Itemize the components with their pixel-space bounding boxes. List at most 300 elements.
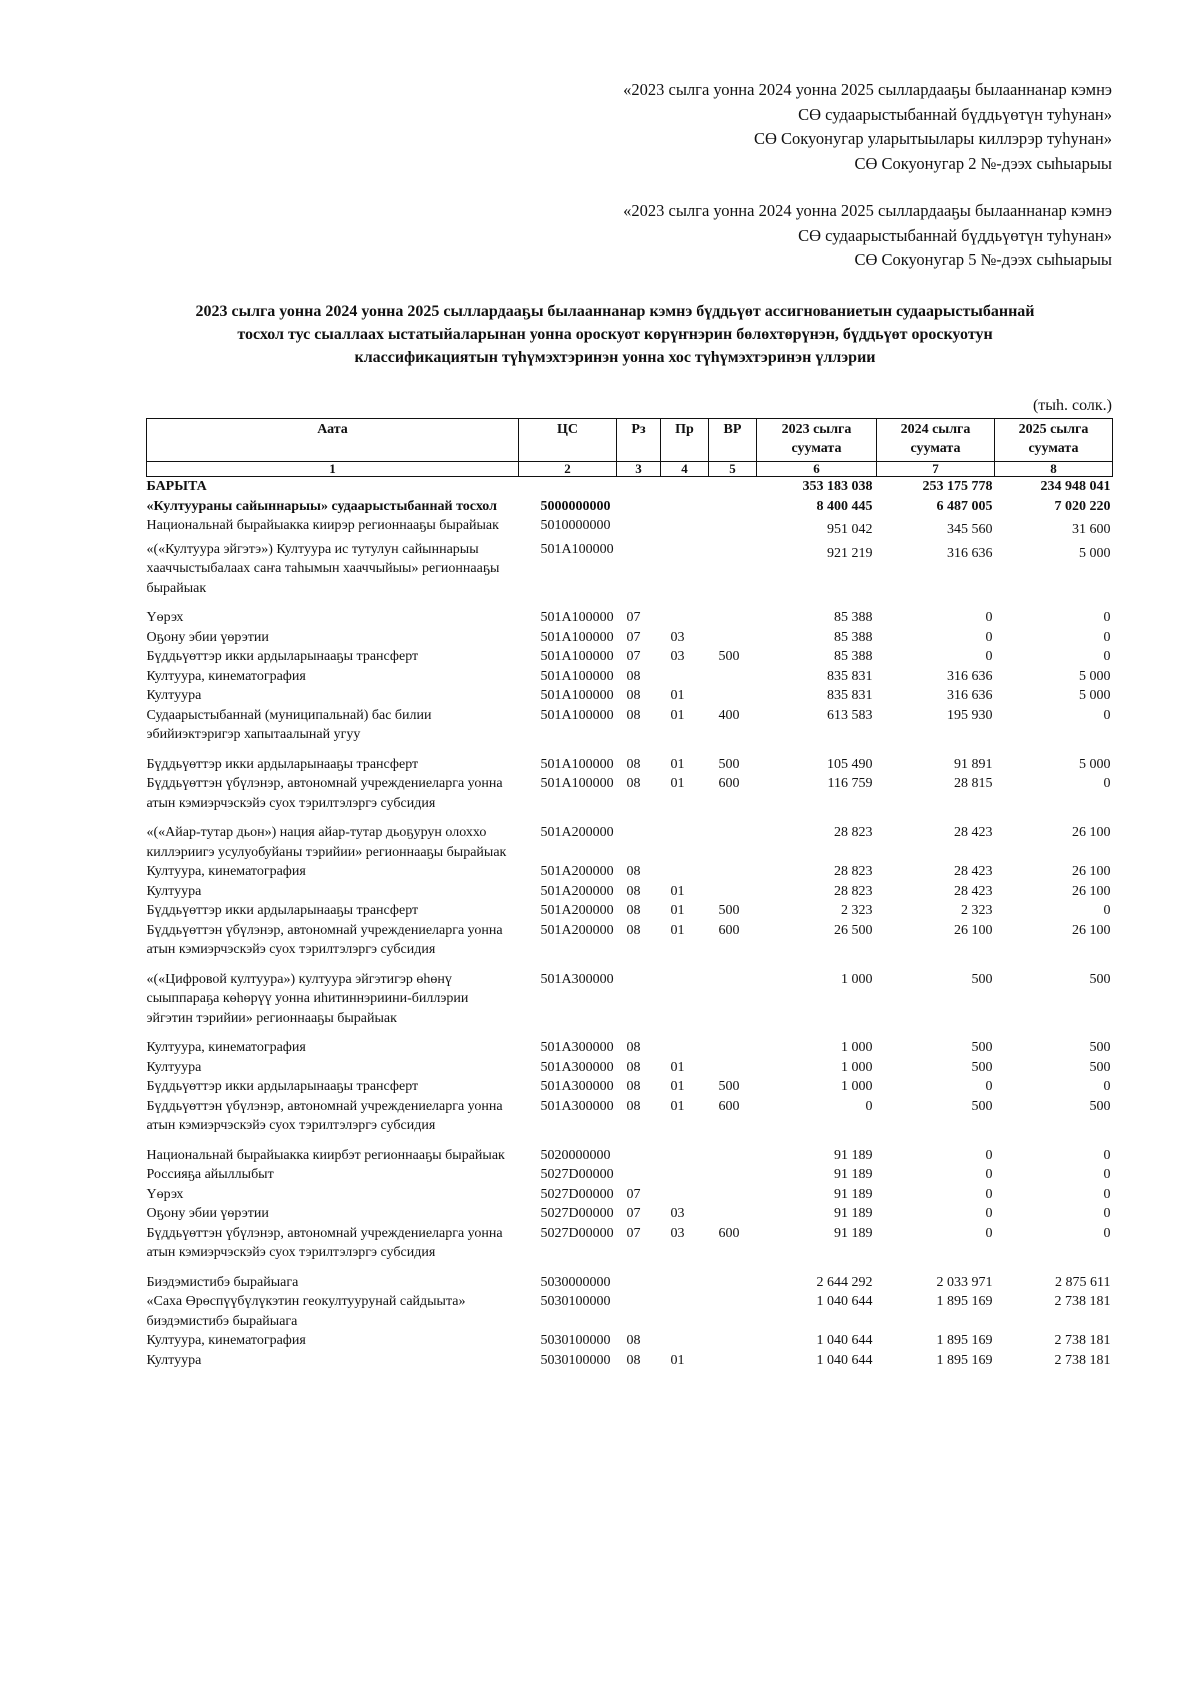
row-vr-code xyxy=(709,862,757,882)
row-amount-2024: 316 636 xyxy=(947,668,993,684)
row-amount-2023: 1 040 644 xyxy=(816,1333,873,1348)
row-rz-code: 07 xyxy=(626,1186,641,1202)
row-amount-2024: 0 xyxy=(985,649,993,664)
row-amount-2024: 500 xyxy=(971,971,993,987)
row-vr-code xyxy=(709,1292,757,1331)
row-amount-2023: 1 040 644 xyxy=(816,1352,873,1368)
row-pr-code xyxy=(661,540,709,609)
row-amount-2024: 0 xyxy=(985,610,993,625)
row-rz-code: 08 xyxy=(626,756,641,772)
row-rz-code: 08 xyxy=(626,903,641,918)
table-body xyxy=(147,477,1113,1371)
row-cs-code: 5027D00000 xyxy=(540,1225,614,1241)
row-pr-code: 03 xyxy=(670,629,685,645)
row-amount-2023: 26 500 xyxy=(834,922,873,938)
row-pr-code: 01 xyxy=(670,1352,685,1368)
row-amount-2023: 0 xyxy=(865,1098,873,1114)
row-amount-2024: 0 xyxy=(985,1206,993,1221)
title-line: тосхол тус сыаллаах ыстатыйаларынан уонна ороскуот көрүҥнэрин бөлөхтөрүнэн, бүддьүөт ороскуотун xyxy=(237,326,993,343)
row-amount-2023: 2 323 xyxy=(841,903,873,918)
row-amount-2025: 26 100 xyxy=(1072,864,1111,879)
row-cs-code: 501A100000 xyxy=(540,688,614,703)
row-cs-code: 501A100000 xyxy=(540,668,614,684)
table-header-row xyxy=(147,419,1113,462)
row-rz-code: 08 xyxy=(626,922,641,938)
row-vr-code xyxy=(709,608,757,628)
row-vr-code xyxy=(709,882,757,902)
row-name: «Саха Өрөспүүбүлүкэтин геокултуурунай сайдыыта» биэдэмистибэ бырайыага xyxy=(146,1294,466,1329)
row-amount-2023: 1 000 xyxy=(841,1079,873,1094)
row-amount-2025: 0 xyxy=(1103,903,1111,918)
row-pr-code xyxy=(661,1146,709,1166)
row-vr-code xyxy=(709,540,757,609)
row-rz-code: 08 xyxy=(626,668,641,684)
table-row xyxy=(147,1351,1113,1371)
row-vr-code: 600 xyxy=(718,1225,740,1241)
row-cs-code: 501A300000 xyxy=(540,1040,614,1055)
row-cs-code: 501A100000 xyxy=(540,610,614,625)
row-amount-2024: 500 xyxy=(971,1059,993,1075)
row-cs-code: 5030100000 xyxy=(540,1294,611,1309)
row-rz-code xyxy=(617,823,661,862)
row-amount-2025: 26 100 xyxy=(1072,922,1111,938)
row-amount-2024: 2 323 xyxy=(961,903,993,918)
row-pr-code xyxy=(661,1273,709,1293)
row-vr-code xyxy=(709,1165,757,1185)
row-rz-code xyxy=(617,497,661,517)
row-amount-2025: 0 xyxy=(1103,1167,1111,1182)
column-number: 4 xyxy=(661,462,709,477)
row-vr-code xyxy=(709,667,757,687)
header-2023: 2023 сылга суумата xyxy=(757,419,877,462)
row-rz-code xyxy=(617,1165,661,1185)
table-row xyxy=(147,862,1113,882)
row-name: «(«Цифровой култуура») култуура эйгэтигэр өһөнү сыыппараҕа көһөрүү уонна иһитиннэриини-биллэрии эйгэтин тэрийии» регионнааҕы бырайыак xyxy=(146,971,469,1026)
row-pr-code xyxy=(661,1165,709,1185)
row-pr-code xyxy=(661,1331,709,1351)
title-line: классификациятын түһүмэхтэринэн уонна хос түһүмэхтэринэн үллэрии xyxy=(354,349,876,366)
row-amount-2025: 0 xyxy=(1103,707,1111,723)
row-amount-2023: 1 040 644 xyxy=(816,1294,873,1309)
row-name: Бүддьүөттэн үбүлэнэр, автономнай учреждениеларга уонна атын кэмиэрчэскэйэ суох тэрилтэлэргэ субсидия xyxy=(146,1225,503,1260)
row-amount-2025: 0 xyxy=(1103,1079,1111,1094)
row-amount-2025: 2 738 181 xyxy=(1054,1294,1111,1309)
row-rz-code: 08 xyxy=(626,1040,641,1055)
row-vr-code xyxy=(709,1331,757,1351)
table-row xyxy=(147,667,1113,687)
table-row xyxy=(147,1224,1113,1273)
row-amount-2025: 5 000 xyxy=(1079,688,1111,703)
header-name: Аата xyxy=(147,419,519,462)
row-amount-2025: 2 738 181 xyxy=(1054,1352,1111,1368)
row-amount-2023: 8 400 445 xyxy=(816,498,873,514)
row-vr-code xyxy=(709,1058,757,1078)
table-row xyxy=(147,755,1113,775)
table-row xyxy=(147,823,1113,862)
row-vr-code xyxy=(709,1038,757,1058)
table-row xyxy=(147,970,1113,1039)
row-amount-2023: 28 823 xyxy=(834,825,873,840)
row-cs-code: 5027D00000 xyxy=(540,1167,614,1182)
row-amount-2024: 1 895 169 xyxy=(936,1294,993,1309)
table-row xyxy=(147,608,1113,628)
title-line: 2023 сылга уонна 2024 уонна 2025 сыллардааҕы былааннанар кэмнэ бүддьүөт ассигнованиетын судаарыстыбаннай xyxy=(195,303,1035,320)
row-amount-2025: 5 000 xyxy=(1079,668,1111,684)
header-cs: ЦС xyxy=(519,419,617,462)
row-vr-code: 500 xyxy=(718,649,740,664)
units-label: (тыһ. солк.) xyxy=(1032,397,1112,414)
header-2024: 2024 сылга суумата xyxy=(877,419,995,462)
row-pr-code: 01 xyxy=(670,1098,685,1114)
row-amount-2024: 1 895 169 xyxy=(936,1333,993,1348)
row-vr-code xyxy=(709,970,757,1039)
table-row xyxy=(147,1331,1113,1351)
row-name: Национальнай бырайыакка киирбэт регионнааҕы бырайыак xyxy=(146,1147,505,1163)
appendix-header-5 xyxy=(623,199,1112,273)
row-name: Бүддьүөттэн үбүлэнэр, автономнай учреждениеларга уонна атын кэмиэрчэскэйэ суох тэрилтэлэргэ субсидия xyxy=(146,1098,503,1133)
table-row xyxy=(147,1097,1113,1146)
row-amount-2024: 28 423 xyxy=(954,825,993,840)
table-row xyxy=(147,1058,1113,1078)
row-vr-code: 600 xyxy=(718,922,740,938)
table-row xyxy=(147,477,1113,497)
row-pr-code: 01 xyxy=(670,1059,685,1075)
row-amount-2025: 26 100 xyxy=(1072,883,1111,899)
row-amount-2025: 5 000 xyxy=(1079,545,1111,561)
row-rz-code: 08 xyxy=(626,1059,641,1075)
table-row xyxy=(147,921,1113,970)
header-pr: Пр xyxy=(661,419,709,462)
row-pr-code: 01 xyxy=(670,756,685,772)
row-vr-code xyxy=(709,497,757,517)
row-cs-code: 501A100000 xyxy=(540,629,614,645)
row-rz-code: 08 xyxy=(626,1333,641,1348)
row-amount-2023: 91 189 xyxy=(834,1167,873,1182)
row-amount-2023: 2 644 292 xyxy=(816,1274,873,1290)
row-amount-2023: 1 000 xyxy=(841,971,873,987)
row-cs-code: 501A300000 xyxy=(540,971,614,987)
row-vr-code xyxy=(709,477,757,497)
row-pr-code: 01 xyxy=(670,1079,685,1094)
table-row xyxy=(147,647,1113,667)
row-name: Национальнай бырайыакка киирэр регионнааҕы бырайыак xyxy=(146,518,499,533)
table-row xyxy=(147,901,1113,921)
column-number: 5 xyxy=(709,462,757,477)
row-amount-2023: 613 583 xyxy=(827,707,873,723)
header-line: «2023 сылга уонна 2024 уонна 2025 сыллардааҕы былааннанар кэмнэ xyxy=(623,201,1112,220)
table-row xyxy=(147,686,1113,706)
row-name: Бүддьүөттэр икки ардыларынааҕы трансферт xyxy=(146,756,419,772)
row-name: Култуура xyxy=(146,1059,202,1075)
row-amount-2023: 28 823 xyxy=(834,864,873,879)
row-vr-code: 600 xyxy=(718,1098,740,1114)
row-cs-code: 5027D00000 xyxy=(540,1206,614,1221)
row-amount-2024: 28 423 xyxy=(954,883,993,899)
row-pr-code xyxy=(661,970,709,1039)
row-amount-2023: 85 388 xyxy=(834,610,873,625)
row-rz-code xyxy=(617,540,661,609)
header-2025: 2025 сылга суумата xyxy=(995,419,1113,462)
row-name: Оҕону эбии үөрэтии xyxy=(146,629,269,645)
row-pr-code xyxy=(661,608,709,628)
row-vr-code xyxy=(709,1204,757,1224)
row-cs-code: 5030100000 xyxy=(540,1352,611,1368)
row-name: Оҕону эбии үөрэтии xyxy=(146,1206,269,1221)
document-title xyxy=(120,300,1110,369)
column-number: 7 xyxy=(877,462,995,477)
table-row xyxy=(147,1165,1113,1185)
column-number: 6 xyxy=(757,462,877,477)
row-cs-code: 5030100000 xyxy=(540,1333,611,1348)
row-cs-code: 5030000000 xyxy=(540,1274,611,1290)
row-pr-code: 03 xyxy=(670,1206,685,1221)
row-name: Култуура xyxy=(146,883,202,899)
row-name: Култуура, кинематография xyxy=(146,1333,306,1348)
row-rz-code: 08 xyxy=(626,1079,641,1094)
row-amount-2024: 0 xyxy=(985,1147,993,1163)
row-amount-2024: 0 xyxy=(985,1225,993,1241)
row-name: Култуура, кинематография xyxy=(146,668,306,684)
row-vr-code: 500 xyxy=(718,903,740,918)
row-name: Россияҕа айыллыбыт xyxy=(146,1167,274,1182)
budget-table xyxy=(146,418,1113,1370)
row-rz-code: 08 xyxy=(626,1352,641,1368)
row-amount-2023: 921 219 xyxy=(827,545,873,561)
row-name: Биэдэмистибэ бырайыага xyxy=(146,1274,299,1290)
row-amount-2025: 26 100 xyxy=(1072,825,1111,840)
header-line: СӨ судаарыстыбаннай бүддьүөтүн туһунан» xyxy=(798,104,1112,124)
table-row xyxy=(147,628,1113,648)
row-amount-2024: 0 xyxy=(985,1079,993,1094)
header-line: СӨ судаарыстыбаннай бүддьүөтүн туһунан» xyxy=(798,225,1112,245)
row-amount-2025: 500 xyxy=(1089,1040,1111,1055)
row-pr-code xyxy=(661,823,709,862)
row-amount-2025: 2 738 181 xyxy=(1054,1333,1111,1348)
row-amount-2024: 0 xyxy=(985,1167,993,1182)
row-amount-2025: 0 xyxy=(1103,610,1111,625)
row-rz-code: 08 xyxy=(626,883,641,899)
row-pr-code: 01 xyxy=(670,688,685,703)
row-name: БАРЫТА xyxy=(146,479,207,494)
row-pr-code xyxy=(661,1292,709,1331)
row-name: Култуура, кинематография xyxy=(146,864,306,879)
row-pr-code xyxy=(661,667,709,687)
row-amount-2024: 345 560 xyxy=(947,522,993,537)
row-amount-2025: 0 xyxy=(1103,629,1111,645)
row-cs-code: 501A100000 xyxy=(540,756,614,772)
row-pr-code xyxy=(661,516,709,540)
column-number: 2 xyxy=(519,462,617,477)
row-pr-code: 01 xyxy=(670,883,685,899)
row-pr-code: 03 xyxy=(670,649,685,664)
row-name: Култуура, кинематография xyxy=(146,1040,306,1055)
header-vr: ВР xyxy=(709,419,757,462)
row-rz-code: 07 xyxy=(626,649,641,664)
header-rz: Рз xyxy=(617,419,661,462)
row-cs-code: 501A200000 xyxy=(540,903,614,918)
row-rz-code xyxy=(617,516,661,540)
appendix-header-2 xyxy=(623,78,1112,176)
row-amount-2025: 500 xyxy=(1089,1059,1111,1075)
row-pr-code: 03 xyxy=(670,1225,685,1241)
row-vr-code xyxy=(709,628,757,648)
row-rz-code: 07 xyxy=(626,629,641,645)
row-rz-code xyxy=(617,1146,661,1166)
row-amount-2024: 500 xyxy=(971,1040,993,1055)
row-cs-code: 501A100000 xyxy=(540,649,614,664)
row-amount-2025: 234 948 041 xyxy=(1040,479,1111,494)
table-row xyxy=(147,1185,1113,1205)
row-cs-code: 501A100000 xyxy=(540,541,614,557)
row-rz-code: 08 xyxy=(626,707,641,723)
row-pr-code: 01 xyxy=(670,707,685,723)
row-amount-2023: 85 388 xyxy=(834,629,873,645)
row-amount-2024: 6 487 005 xyxy=(936,498,993,514)
row-pr-code xyxy=(661,862,709,882)
row-amount-2023: 116 759 xyxy=(827,776,873,791)
row-vr-code xyxy=(709,516,757,540)
row-cs-code: 501A200000 xyxy=(540,825,614,840)
row-vr-code: 500 xyxy=(718,1079,740,1094)
row-cs-code: 5027D00000 xyxy=(540,1186,614,1202)
row-name: «(«Култуура эйгэтэ») Култуура ис тутулун сайыннарыы хааччыстыбалаах саҥа таһымын хааччыйыы» регионнааҕы бырайыак xyxy=(146,541,500,596)
row-amount-2024: 500 xyxy=(971,1098,993,1114)
header-line: «2023 сылга уонна 2024 уонна 2025 сыллардааҕы былааннанар кэмнэ xyxy=(623,80,1112,99)
row-rz-code: 07 xyxy=(626,1225,641,1241)
table-row xyxy=(147,1146,1113,1166)
row-cs-code: 501A200000 xyxy=(540,864,614,879)
row-cs-code: 5020000000 xyxy=(540,1147,611,1163)
table-row xyxy=(147,706,1113,755)
table-row xyxy=(147,1292,1113,1331)
row-pr-code: 01 xyxy=(670,922,685,938)
row-vr-code: 400 xyxy=(718,707,740,723)
row-amount-2023: 835 831 xyxy=(827,668,873,684)
table-row xyxy=(147,497,1113,517)
row-amount-2024: 2 033 971 xyxy=(936,1274,993,1290)
row-cs-code: 501A100000 xyxy=(540,776,614,791)
row-name: Үөрэх xyxy=(146,610,184,625)
row-amount-2023: 91 189 xyxy=(834,1186,873,1202)
row-name: Бүддьүөттэн үбүлэнэр, автономнай учреждениеларга уонна атын кэмиэрчэскэйэ суох тэрилтэлэргэ субсидия xyxy=(146,922,503,957)
row-amount-2025: 2 875 611 xyxy=(1055,1274,1111,1290)
row-amount-2024: 316 636 xyxy=(947,688,993,703)
row-amount-2024: 28 815 xyxy=(954,776,993,791)
table-row xyxy=(147,516,1113,540)
row-name: Үөрэх xyxy=(146,1186,184,1202)
row-vr-code: 600 xyxy=(718,776,740,791)
header-line: СӨ Сокуонугар 2 №-дээх сыһыарыы xyxy=(854,153,1112,173)
row-amount-2024: 26 100 xyxy=(954,922,993,938)
row-cs-code: 501A300000 xyxy=(540,1079,614,1094)
row-vr-code xyxy=(709,1146,757,1166)
row-amount-2025: 5 000 xyxy=(1079,756,1111,772)
row-amount-2023: 1 000 xyxy=(841,1059,873,1075)
row-amount-2025: 0 xyxy=(1103,1147,1111,1163)
row-amount-2025: 500 xyxy=(1089,1098,1111,1114)
row-name: Бүддьүөттэр икки ардыларынааҕы трансферт xyxy=(146,1079,419,1094)
row-cs-code: 501A100000 xyxy=(540,707,614,723)
row-amount-2025: 0 xyxy=(1103,649,1111,664)
row-pr-code: 01 xyxy=(670,776,685,791)
row-vr-code xyxy=(709,1185,757,1205)
table-row xyxy=(147,1204,1113,1224)
row-name: Култуура xyxy=(146,1352,202,1368)
row-rz-code: 07 xyxy=(626,610,641,625)
row-amount-2025: 7 020 220 xyxy=(1054,498,1111,514)
row-amount-2023: 105 490 xyxy=(827,756,873,772)
row-amount-2024: 0 xyxy=(985,629,993,645)
row-rz-code: 07 xyxy=(626,1206,641,1221)
row-amount-2024: 253 175 778 xyxy=(922,479,993,494)
row-amount-2025: 0 xyxy=(1103,1206,1111,1221)
row-rz-code: 08 xyxy=(626,776,641,791)
table-row xyxy=(147,774,1113,823)
row-cs-code: 501A300000 xyxy=(540,1098,614,1114)
table-column-numbers-row xyxy=(147,462,1113,477)
row-rz-code xyxy=(617,1292,661,1331)
column-number: 3 xyxy=(617,462,661,477)
row-name: Бүддьүөттэр икки ардыларынааҕы трансферт xyxy=(146,649,419,664)
row-name: Бүддьүөттэн үбүлэнэр, автономнай учреждениеларга уонна атын кэмиэрчэскэйэ суох тэрилтэлэргэ субсидия xyxy=(146,776,503,811)
table-row xyxy=(147,1077,1113,1097)
row-amount-2023: 85 388 xyxy=(834,649,873,664)
row-cs-code: 501A200000 xyxy=(540,922,614,938)
row-amount-2023: 91 189 xyxy=(834,1147,873,1163)
row-amount-2023: 91 189 xyxy=(834,1206,873,1221)
table-row xyxy=(147,540,1113,609)
row-amount-2024: 1 895 169 xyxy=(936,1352,993,1368)
row-amount-2024: 0 xyxy=(985,1186,993,1202)
row-rz-code: 08 xyxy=(626,1098,641,1114)
row-amount-2025: 0 xyxy=(1103,776,1111,791)
row-pr-code xyxy=(661,477,709,497)
table-row xyxy=(147,882,1113,902)
row-pr-code xyxy=(661,497,709,517)
row-amount-2023: 353 183 038 xyxy=(802,479,873,494)
row-amount-2025: 31 600 xyxy=(1072,522,1111,537)
row-amount-2025: 500 xyxy=(1089,971,1111,987)
row-vr-code xyxy=(709,823,757,862)
row-amount-2024: 91 891 xyxy=(954,756,993,772)
row-cs-code: 501A300000 xyxy=(540,1059,614,1075)
row-cs-code xyxy=(519,477,617,497)
row-vr-code xyxy=(709,1351,757,1371)
row-cs-code: 5000000000 xyxy=(540,498,611,514)
row-amount-2025: 0 xyxy=(1103,1186,1111,1202)
row-pr-code xyxy=(661,1185,709,1205)
row-amount-2024: 195 930 xyxy=(947,707,993,723)
row-cs-code: 501A200000 xyxy=(540,883,614,899)
table-row xyxy=(147,1273,1113,1293)
row-amount-2025: 0 xyxy=(1103,1225,1111,1241)
row-name: Бүддьүөттэр икки ардыларынааҕы трансферт xyxy=(146,903,419,918)
row-name: Судаарыстыбаннай (муниципальнай) бас билии эбийиэктэригэр хапытаалынай угуу xyxy=(146,707,432,742)
row-amount-2023: 91 189 xyxy=(834,1225,873,1241)
column-number: 8 xyxy=(995,462,1113,477)
row-rz-code xyxy=(617,477,661,497)
row-amount-2023: 28 823 xyxy=(834,883,873,899)
row-pr-code xyxy=(661,1038,709,1058)
header-line: СӨ Сокуонугар уларытыылары киллэрэр туһунан» xyxy=(753,129,1112,148)
row-rz-code: 08 xyxy=(626,864,641,879)
row-vr-code: 500 xyxy=(718,756,740,772)
header-line: СӨ Сокуонугар 5 №-дээх сыһыарыы xyxy=(854,250,1112,269)
column-number: 1 xyxy=(147,462,519,477)
row-cs-code: 5010000000 xyxy=(540,518,611,533)
row-pr-code: 01 xyxy=(670,903,685,918)
row-amount-2024: 316 636 xyxy=(947,545,993,561)
